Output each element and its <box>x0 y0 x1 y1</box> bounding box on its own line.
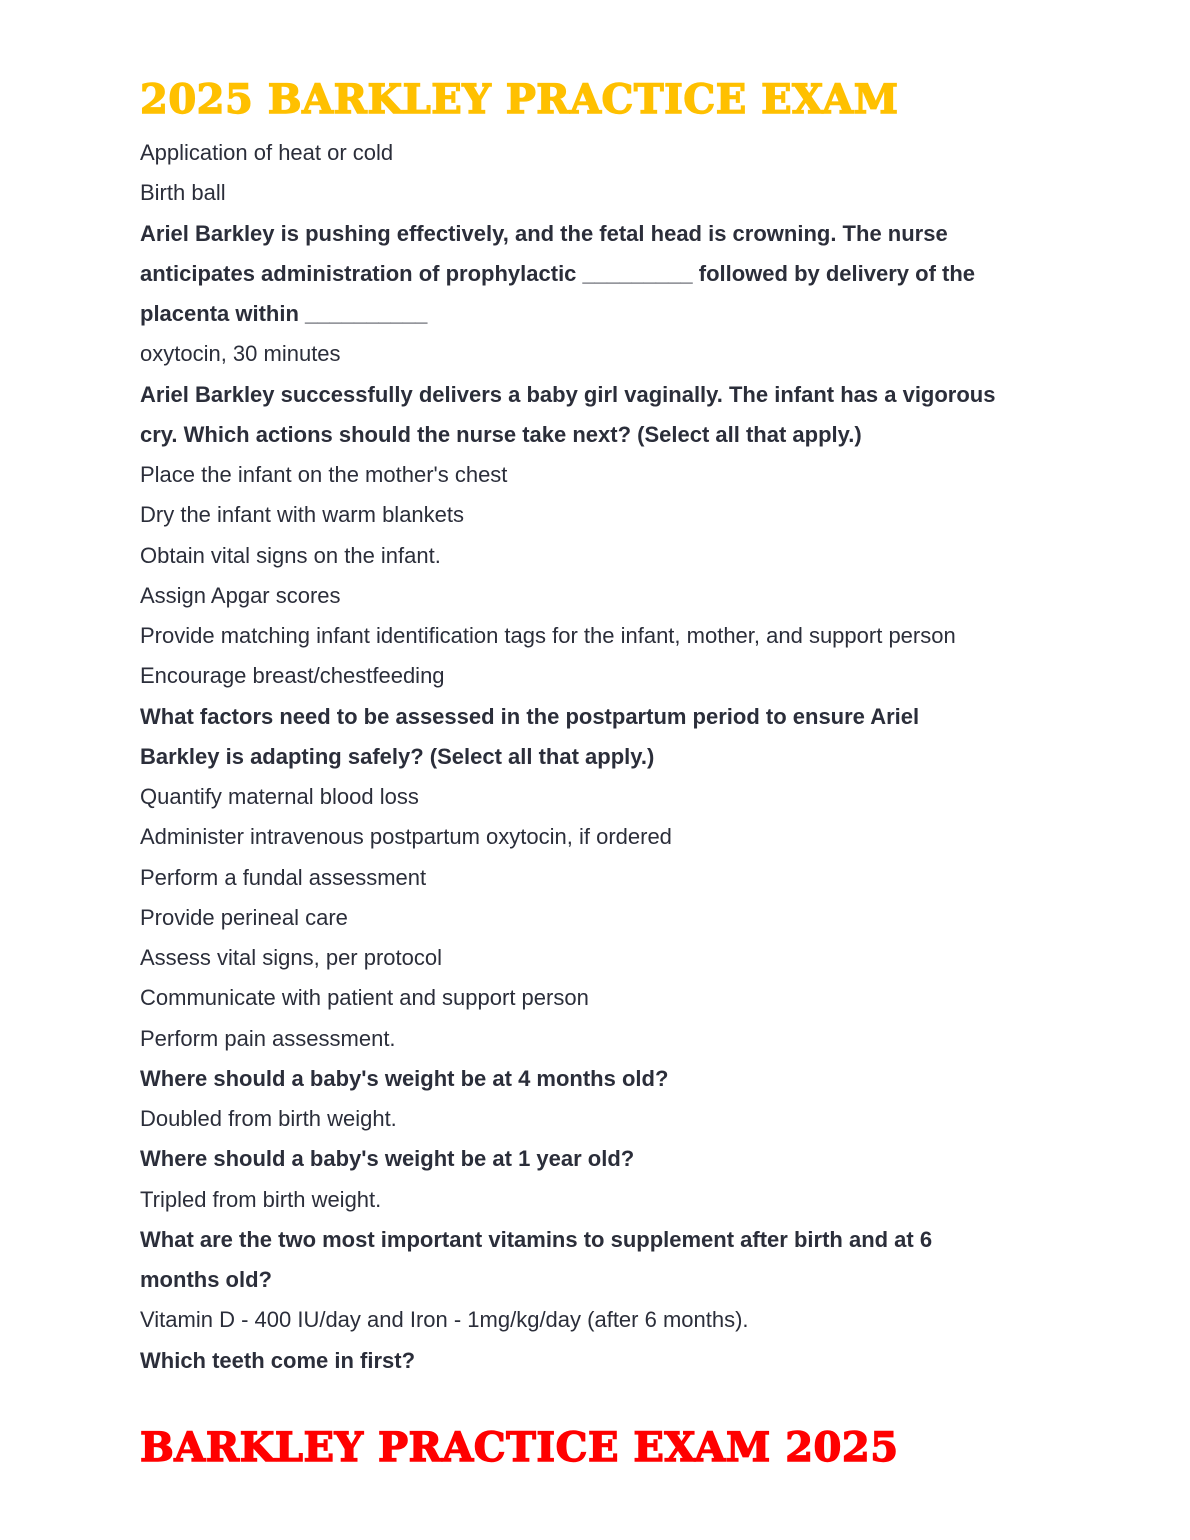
question-line: What are the two most important vitamins to supplement after birth and at 6 <box>140 1226 933 1252</box>
answer-line: Encourage breast/chestfeeding <box>140 663 445 689</box>
answer-line: oxytocin, 30 minutes <box>140 341 341 367</box>
answer-line: Perform a fundal assessment <box>140 864 427 890</box>
header-title: 2025 BARKLEY PRACTICE EXAM <box>140 76 899 123</box>
question-line: Ariel Barkley is pushing effectively, and the fetal head is crowning. The nurse <box>140 220 948 246</box>
answer-line: Assess vital signs, per protocol <box>140 945 443 970</box>
answer-line: Communicate with patient and support person <box>140 985 589 1011</box>
document-body <box>140 133 1060 1381</box>
answer-line: Dry the infant with warm blankets <box>140 502 465 528</box>
question-line: Where should a baby's weight be at 4 months old? <box>140 1065 669 1091</box>
question-line: What factors need to be assessed in the postpartum period to ensure Ariel <box>140 703 920 729</box>
question-line: Barkley is adapting safely? (Select all that apply.) <box>140 743 655 769</box>
question-line: Which teeth come in first? <box>140 1347 416 1373</box>
question-line: Where should a baby's weight be at 1 year old? <box>140 1146 635 1172</box>
question-line: Ariel Barkley successfully delivers a baby girl vaginally. The infant has a vigorous <box>140 381 996 407</box>
answer-line: Doubled from birth weight. <box>140 1106 397 1131</box>
answer-line: Application of heat or cold <box>140 140 394 165</box>
answer-line: Place the infant on the mother's chest <box>140 462 508 487</box>
answer-line: Assign Apgar scores <box>140 582 341 608</box>
question-line: cry. Which actions should the nurse take next? (Select all that apply.) <box>140 421 862 447</box>
question-line: placenta within __________ <box>140 301 428 326</box>
answer-line: Administer intravenous postpartum oxytocin, if ordered <box>140 824 672 850</box>
answer-line: Provide matching infant identification tags for the infant, mother, and support person <box>140 623 956 648</box>
answer-line: Tripled from birth weight. <box>140 1186 382 1212</box>
answer-line: Birth ball <box>140 180 226 206</box>
answer-line: Perform pain assessment. <box>140 1025 396 1051</box>
footer-title: BARKLEY PRACTICE EXAM 2025 <box>140 1424 899 1471</box>
answer-line: Obtain vital signs on the infant. <box>140 542 441 568</box>
answer-line: Quantify maternal blood loss <box>140 784 419 809</box>
question-line: anticipates administration of prophylactic _________ followed by delivery of the <box>140 260 976 286</box>
question-line: months old? <box>140 1267 272 1292</box>
answer-line: Vitamin D - 400 IU/day and Iron - 1mg/kg/day (after 6 months). <box>140 1307 749 1333</box>
answer-line: Provide perineal care <box>140 904 348 930</box>
